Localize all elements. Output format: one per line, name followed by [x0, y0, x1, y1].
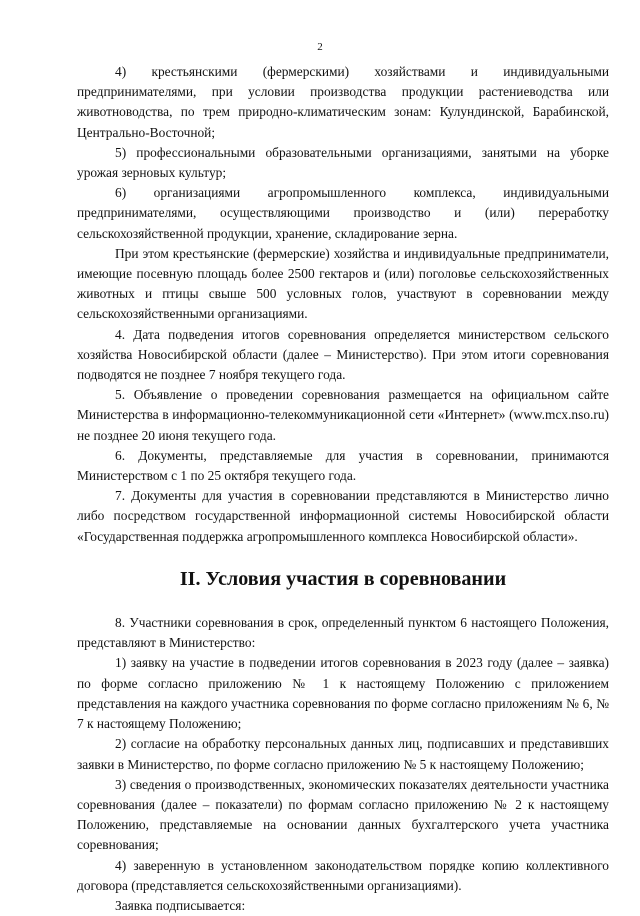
paragraph-subitem-4: 4) заверенную в установленном законодательством порядке копию коллективного договора (представляется сельскохозяйственными организациями). [77, 857, 609, 893]
page-number: 2 [317, 41, 323, 53]
paragraph-clause-6: 6. Документы, представляемые для участия в соревновании, принимаются Министерством с 1 по 25 октября текущего года. [77, 447, 609, 484]
paragraph-item-6: 6) организациями агропромышленного комплекса, индивидуальными предпринимателями, осуществляющими производство и (или) переработку сельскохозяйственной продукции, хранение, складирование зерна. [77, 185, 609, 241]
paragraph-subitem-1: 1) заявку на участие в подведении итогов соревнования в 2023 году (далее – заявка) по форме согласно приложению № 1 к настоящему Положению с приложением представления на каждого участника соревнования по форме согласно приложениям № 6, № 7 к настоящему Положению; [77, 655, 609, 732]
paragraph-subitem-2: 2) согласие на обработку персональных данных лиц, подписавших и представивших заявки в Министерство, по форме согласно приложению № 5 к настоящему Положению; [77, 736, 609, 772]
section-heading: II. Условия участия в соревновании [179, 567, 507, 590]
paragraph-clause-5: 5. Объявление о проведении соревнования размещается на официальном сайте Министерства в информационно-телекоммуникационной сети «Интернет» (www.mcx.nso.ru) не позднее 20 июня текущего года. [77, 387, 609, 443]
paragraph-note-large-farms: При этом крестьянские (фермерские) хозяйства и индивидуальные предприниматели, имеющие посевную площадь более 2500 гектаров и (или) поголовье сельскохозяйственных животных и птицы свыше 500 условных голов, участвуют в соревновании между сельскохозяйственными организациями. [77, 245, 609, 322]
paragraph-signature-intro: Заявка подписывается: [115, 897, 246, 913]
paragraph-clause-7: 7. Документы для участия в соревновании представляются в Министерство лично либо посредством государственной информационной системы Новосибирской области «Государственная поддержка агропромышленного комплекса Новосибирской области». [77, 488, 609, 544]
paragraph-subitem-3: 3) сведения о производственных, экономических показателях деятельности участника соревнования (далее – показатели) по формам согласно приложению № 2 к настоящему Положению, представляемые на основании данных бухгалтерского учета участника соревнования; [77, 776, 609, 853]
paragraph-item-4: 4) крестьянскими (фермерскими) хозяйствами и индивидуальными предпринимателями, при условии производства продукции растениеводства или животноводства, по трем природно-климатическим зонам: Кулундинской, Барабинской, Центрально-Восточной; [77, 64, 609, 140]
paragraph-item-5: 5) профессиональными образовательными организациями, занятыми на уборке урожая зерновых культур; [77, 144, 609, 181]
document-body [77, 62, 609, 916]
paragraph-clause-8: 8. Участники соревнования в срок, определенный пунктом 6 настоящего Положения, представляют в Министерство: [77, 615, 609, 651]
paragraph-clause-4: 4. Дата подведения итогов соревнования определяется министерством сельского хозяйства Новосибирской области (далее – Министерство). При этом итоги соревнования подводятся не позднее 7 ноября текущего года. [77, 326, 609, 383]
